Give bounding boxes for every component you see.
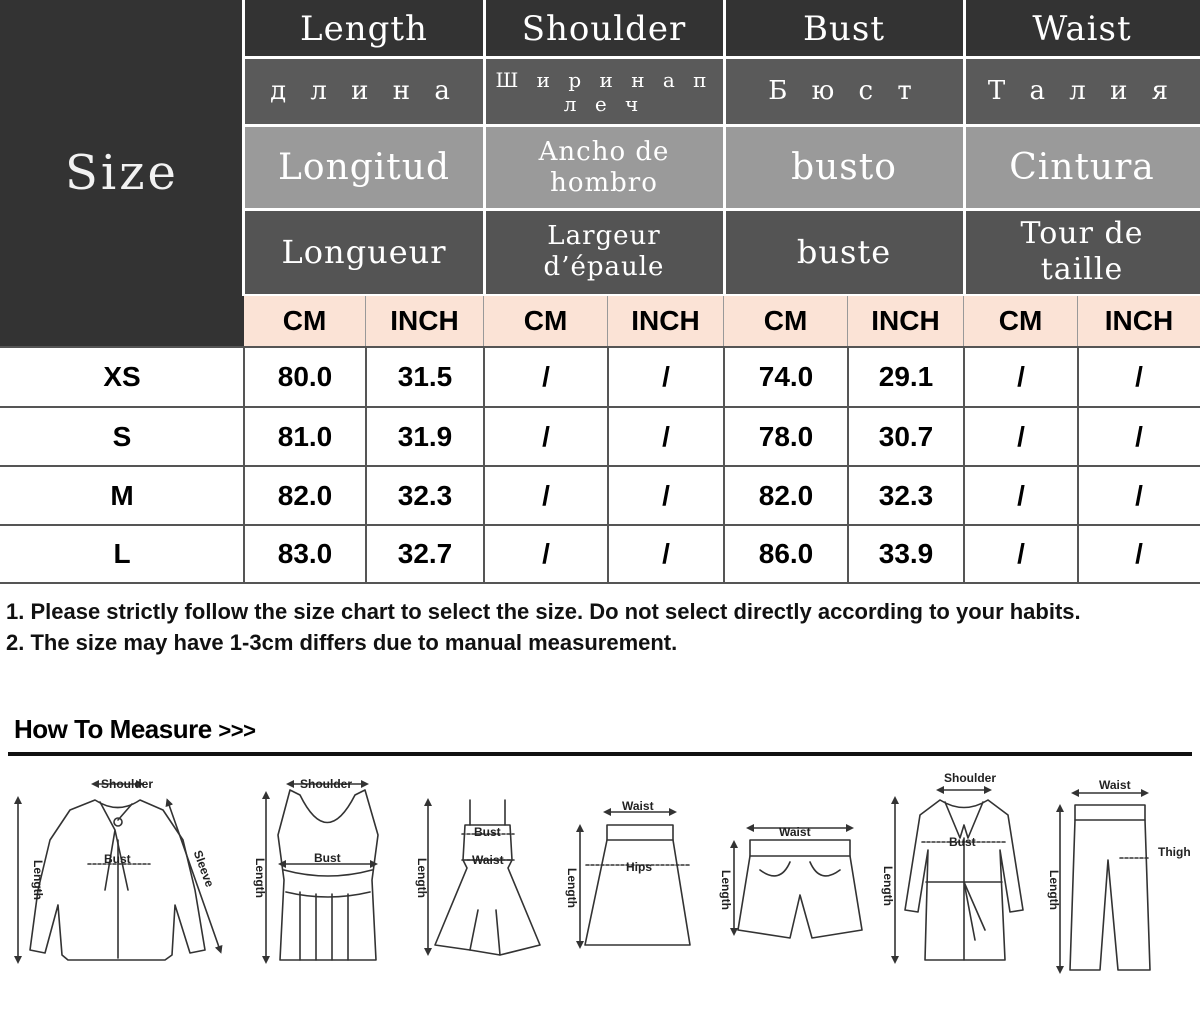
value-cell: / (608, 526, 724, 582)
label-length: Length (253, 858, 267, 898)
col-shoulder-ru: Ш и р и н а п л е ч (484, 58, 724, 126)
col-divider (847, 346, 849, 584)
label-length: Length (31, 860, 45, 900)
value-cell: / (608, 408, 724, 465)
col-divider (723, 346, 725, 584)
value-cell: 86.0 (724, 526, 848, 582)
header-divider (483, 0, 486, 296)
note-2: 2. The size may have 1-3cm differs due to manual measurement. (6, 630, 678, 655)
unit-header: INCH (848, 296, 964, 346)
note-1: 1. Please strictly follow the size chart to select the size. Do not select directly according to your habits. (6, 599, 1081, 624)
value-cell: 29.1 (848, 348, 964, 406)
value-cell: 31.9 (366, 408, 484, 465)
col-waist-en: Waist (964, 0, 1200, 58)
label-sleeve: Sleeve (190, 848, 217, 889)
header-divider (244, 208, 1200, 211)
label-bust: Bust (104, 852, 131, 866)
value-cell: 32.3 (848, 467, 964, 524)
label-shoulder: Shoulder (300, 777, 353, 791)
coat-dress-figure (895, 790, 1023, 960)
col-divider (607, 346, 609, 584)
col-divider (365, 346, 367, 584)
label-waist: Waist (622, 799, 654, 813)
label-length: Length (565, 868, 579, 908)
col-waist-es: Cintura (964, 126, 1200, 210)
col-length-ru: д л и н а (244, 58, 484, 126)
value-cell: 32.7 (366, 526, 484, 582)
label-length: Length (881, 866, 895, 906)
section-divider (8, 752, 1192, 756)
header-divider (244, 56, 1200, 59)
tank-top-figure (266, 784, 378, 960)
value-cell: 74.0 (724, 348, 848, 406)
blouse-figure (18, 784, 220, 960)
col-length-fr: Longueur (244, 210, 484, 294)
unit-header: CM (964, 296, 1078, 346)
row-divider (0, 582, 1200, 584)
value-cell: / (964, 348, 1078, 406)
label-waist: Waist (779, 825, 811, 839)
value-cell: 82.0 (724, 467, 848, 524)
value-cell: / (1078, 526, 1200, 582)
how-to-measure-title (14, 714, 255, 745)
value-cell: 80.0 (244, 348, 366, 406)
header-divider (963, 0, 966, 296)
header-divider (242, 0, 245, 296)
label-shoulder: Shoulder (101, 777, 154, 791)
col-length-en: Length (244, 0, 484, 58)
unit-header: INCH (366, 296, 484, 346)
col-shoulder-fr: Largeur d’épaule (484, 210, 724, 294)
value-cell: 83.0 (244, 526, 366, 582)
label-bust: Bust (949, 835, 976, 849)
col-waist-ru: Т а л и я (964, 58, 1200, 126)
col-divider (243, 346, 245, 584)
size-cell: S (0, 408, 244, 465)
label-thigh: Thigh (1158, 845, 1191, 859)
value-cell: / (484, 408, 608, 465)
label-waist: Waist (1099, 778, 1131, 792)
col-shoulder-en: Shoulder (484, 0, 724, 58)
value-cell: / (964, 408, 1078, 465)
value-cell: / (608, 348, 724, 406)
value-cell: / (1078, 467, 1200, 524)
arrows-icon: >>> (218, 718, 256, 743)
value-cell: 78.0 (724, 408, 848, 465)
value-cell: 30.7 (848, 408, 964, 465)
skirt-figure (580, 812, 690, 945)
label-bust: Bust (314, 851, 341, 865)
col-bust-en: Bust (724, 0, 964, 58)
col-divider (963, 346, 965, 584)
value-cell: 31.5 (366, 348, 484, 406)
label-bust: Bust (474, 825, 501, 839)
value-cell: 33.9 (848, 526, 964, 582)
col-bust-fr: buste (724, 210, 964, 294)
value-cell: 32.3 (366, 467, 484, 524)
unit-header: CM (244, 296, 366, 346)
label-hips: Hips (626, 860, 653, 874)
how-to-measure-label: How To Measure (14, 714, 212, 744)
col-bust-ru: Б ю с т (724, 58, 964, 126)
measurement-illustrations (0, 760, 1200, 1015)
size-cell: XS (0, 348, 244, 406)
col-bust-es: busto (724, 126, 964, 210)
label-length: Length (719, 870, 733, 910)
label-waist: Waist (472, 853, 504, 867)
col-waist-fr: Tour de taille (964, 210, 1200, 294)
row-divider (0, 406, 1200, 408)
value-cell: / (1078, 348, 1200, 406)
label-length: Length (1047, 870, 1061, 910)
row-divider (0, 465, 1200, 467)
size-header: Size (0, 0, 244, 346)
col-divider (1077, 346, 1079, 584)
size-cell: L (0, 526, 244, 582)
unit-header: CM (724, 296, 848, 346)
col-shoulder-es: Ancho de hombro (484, 126, 724, 210)
row-divider (0, 524, 1200, 526)
value-cell: / (484, 467, 608, 524)
size-cell: M (0, 467, 244, 524)
label-shoulder: Shoulder (944, 771, 997, 785)
unit-header: INCH (1078, 296, 1200, 346)
header-divider (723, 0, 726, 296)
value-cell: / (608, 467, 724, 524)
unit-header: INCH (608, 296, 724, 346)
value-cell: 81.0 (244, 408, 366, 465)
header-divider (244, 124, 1200, 127)
value-cell: 82.0 (244, 467, 366, 524)
unit-header: CM (484, 296, 608, 346)
value-cell: / (964, 467, 1078, 524)
value-cell: / (964, 526, 1078, 582)
shorts-figure (734, 828, 862, 938)
value-cell: / (484, 348, 608, 406)
value-cell: / (1078, 408, 1200, 465)
col-length-es: Longitud (244, 126, 484, 210)
value-cell: / (484, 526, 608, 582)
trousers-figure (1060, 793, 1150, 970)
col-divider (483, 346, 485, 584)
label-length: Length (415, 858, 429, 898)
strap-dress-figure (428, 800, 540, 955)
size-notes (6, 596, 1191, 658)
row-divider (0, 346, 1200, 348)
